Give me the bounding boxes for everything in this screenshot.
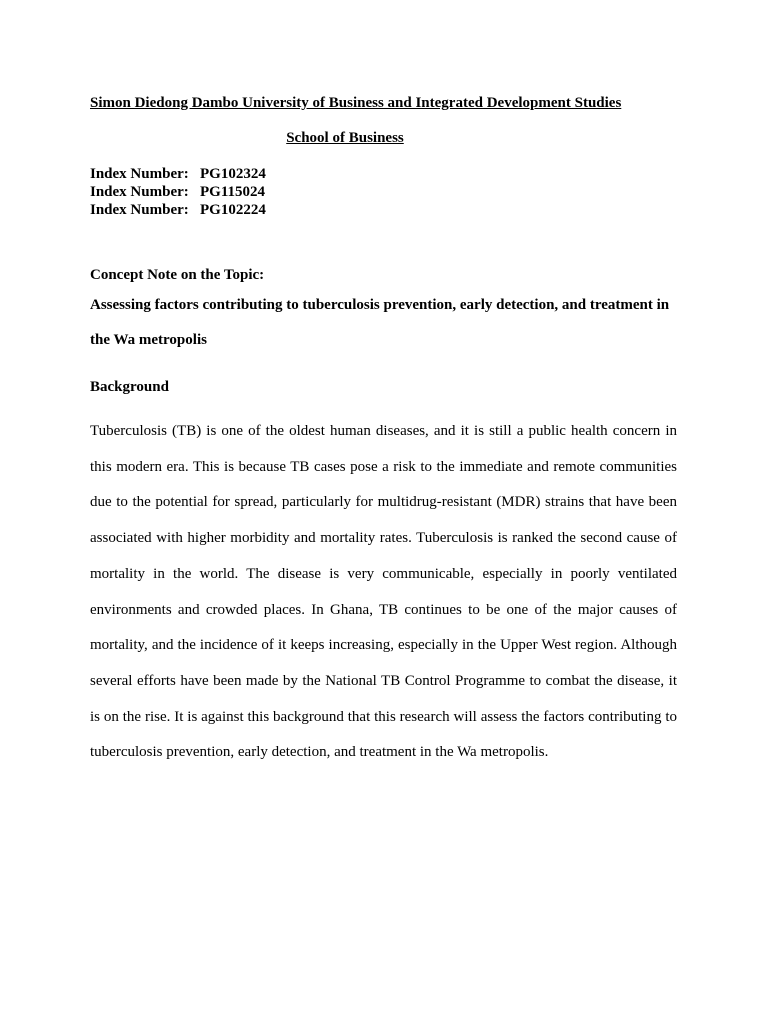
background-paragraph: Tuberculosis (TB) is one of the oldest human diseases, and it is still a public health concern in this modern era. This is because TB cases pose a risk to the immediate and remote communities due to the potential for spread, particularly for multidrug-resistant (MDR) strains that have been associated with higher morbidity and mortality rates. Tuberculosis is ranked the second cause of mortality in the world. The disease is very communicable, especially in poorly ventilated environments and crowded places. In Ghana, TB continues to be one of the major causes of mortality, and the incidence of it keeps increasing, especially in the Upper West region. Although several efforts have been made by the National TB Control Programme to combat the disease, it is on the rise. It is against this background that this research will assess the factors contributing to tuberculosis prevention, early detection, and treatment in the Wa metropolis. [90,423,677,761]
index-number-value: PG102224 [200,202,266,218]
index-number-label: Index Number: [90,202,189,218]
background-heading: Background [90,379,169,395]
topic-title-line-2: the Wa metropolis [90,332,207,348]
index-number-row [90,165,266,183]
school-name: School of Business [286,130,404,146]
concept-note-heading: Concept Note on the Topic: [90,267,265,283]
index-number-label: Index Number: [90,184,189,200]
index-number-value: PG102324 [200,166,266,182]
university-name: Simon Diedong Dambo University of Business and Integrated Development Studies [90,95,622,111]
topic-title-line-1: Assessing factors contributing to tuberculosis prevention, early detection, and treatment in [90,297,670,313]
index-number-label: Index Number: [90,166,189,182]
index-number-row [90,201,266,219]
index-number-row [90,183,265,201]
index-number-value: PG115024 [200,184,266,200]
